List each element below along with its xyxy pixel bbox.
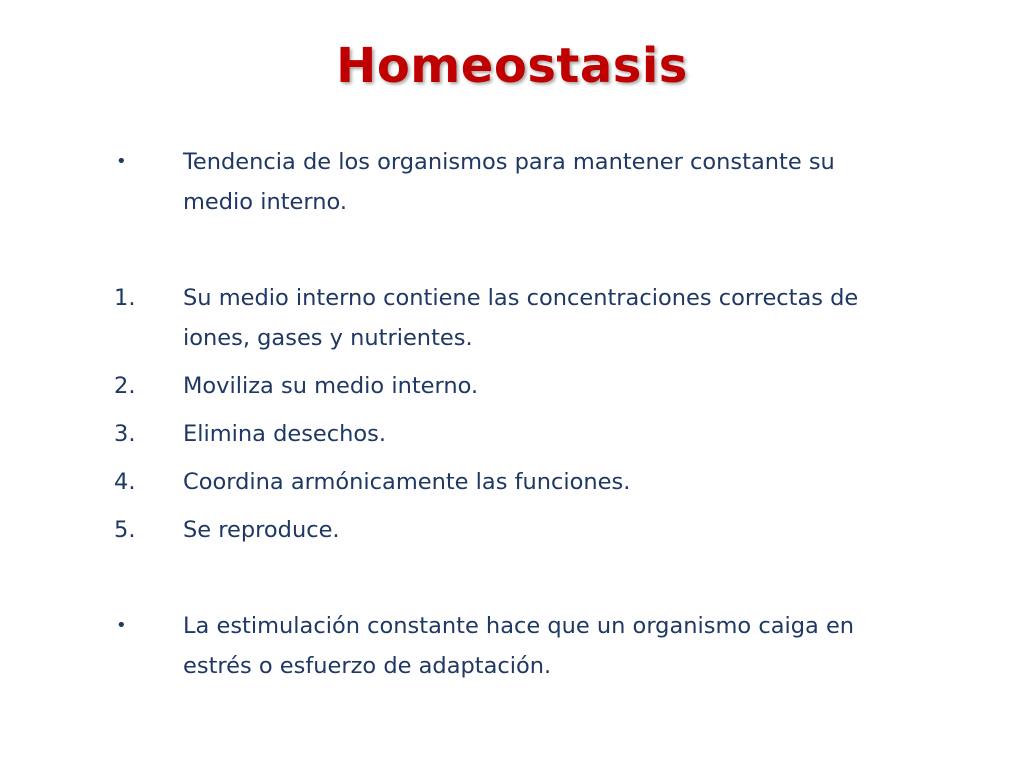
numbered-item [110, 414, 910, 454]
bullet-text: Tendencia de los organismos para mantener constante su medio interno. [183, 149, 835, 215]
numbered-text: Su medio interno contiene las concentraciones correctas de iones, gases y nutrientes. [183, 285, 859, 351]
number-marker: 4. [114, 469, 136, 495]
slide-title: Homeostasis [336, 38, 688, 94]
number-marker: 3. [114, 421, 136, 447]
bullet-item [110, 606, 910, 686]
numbered-text: Moviliza su medio interno. [183, 373, 479, 399]
numbered-text: Elimina desechos. [183, 421, 387, 447]
bullet-text: La estimulación constante hace que un organismo caiga en estrés o esfuerzo de adaptación. [183, 613, 855, 679]
numbered-item [110, 510, 910, 550]
bullet-marker: • [116, 151, 127, 172]
bullet-item [110, 142, 910, 222]
bullet-marker: • [116, 615, 127, 636]
numbered-item [110, 366, 910, 406]
numbered-item [110, 278, 910, 358]
number-marker: 1. [114, 285, 136, 311]
slide-body [110, 142, 910, 686]
numbered-item [110, 462, 910, 502]
numbered-text: Coordina armónicamente las funciones. [183, 469, 631, 495]
number-marker: 2. [114, 373, 136, 399]
numbered-text: Se reproduce. [183, 517, 340, 543]
number-marker: 5. [114, 517, 136, 543]
